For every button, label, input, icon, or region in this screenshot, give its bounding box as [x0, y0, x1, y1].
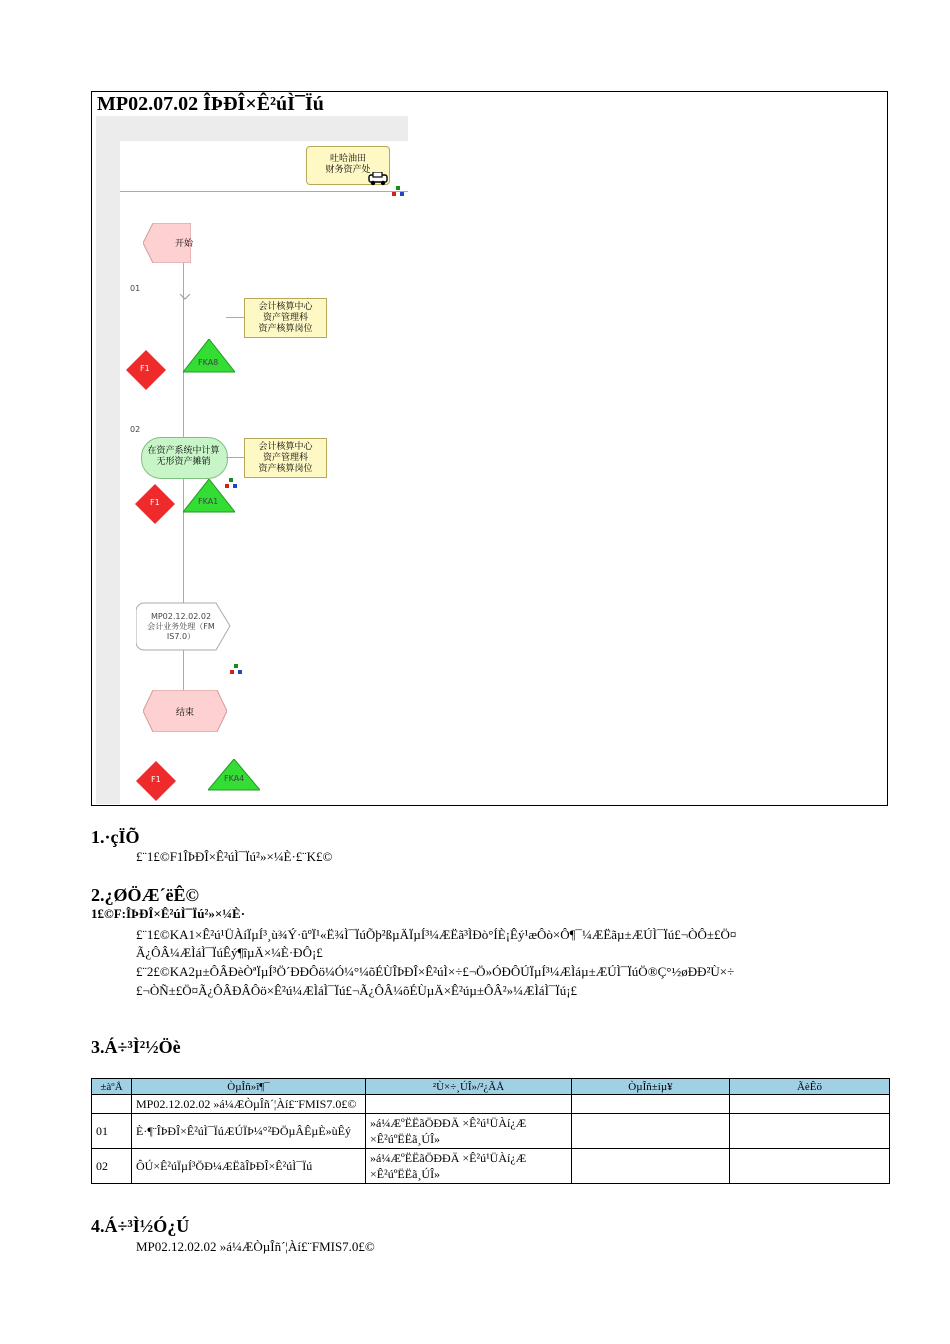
table-cell: »á¼ÆºËËãÖÐÐÄ ×Ê²ú¹ÜÀí¿Æ ×Ê²úºËËã¸ÚÎ» — [366, 1149, 572, 1184]
table-cell: ÔÚ×Ê²úÏµÍ³ÖÐ¼ÆËãÎÞÐÎ×Ê²úÌ¯Ïú — [132, 1149, 366, 1184]
arrow-down-icon — [180, 294, 190, 300]
section-1-text: £¨1£©F1ÎÞÐÎ×Ê²úÌ¯Ïú²»×¼È·£¨K£© — [136, 849, 333, 864]
task-line: 无形资产摊销 — [156, 457, 211, 467]
table-cell: È·¶¨ÎÞÐÎ×Ê²úÌ¯ÏúÆÚÏÞ¼°²ÐÖµÂÊµÈ»ùÊý — [132, 1114, 366, 1149]
task-label — [143, 446, 224, 468]
section-4-text: MP02.12.02.02 »á¼ÆÒµÎñ´¦Àí£¨FMIS7.0£© — [136, 1239, 375, 1254]
table-cell — [730, 1095, 890, 1114]
section-2-p2: £¨2£©KA2µ±ÔÂÐèÒªÏµÍ³Ö´ÐÐÔö¼Ó¼°¼õÉÙÎÞÐÎ×Ê²úÌ×÷£¬Ö»ÓÐÔÚÏµÍ³¼ÆÌáµ±ÆÚÌ¯ÏúÖ®Ç°½øÐÐ²Ù×÷ — [136, 964, 735, 979]
col-header: ÒµÎñ±íµ¥ — [572, 1079, 730, 1095]
process-steps-table — [91, 1078, 890, 1184]
ref-line: MP02.12.02.02 — [150, 612, 212, 621]
table-header-row — [92, 1079, 890, 1095]
org-chart-icon — [392, 186, 404, 198]
section-4-heading: 4.Á÷³Ì½Ó¿Ú — [91, 1216, 190, 1236]
col-header: ²Ù×÷¸ÚÎ»/²¿ÃÅ — [366, 1079, 572, 1095]
risk-label: F1 — [151, 775, 161, 784]
table-cell — [730, 1114, 890, 1149]
diagram-left-band — [96, 141, 120, 804]
org-line-2: 财务资产处 — [325, 165, 371, 175]
section-2-p1-cont: Ã¿ÔÂ¼ÆÌáÌ¯ÏúÊý¶îµÄ×¼È·ÐÔ¡£ — [136, 945, 323, 960]
table-cell — [572, 1095, 730, 1114]
step-02-dept-box — [244, 438, 327, 478]
process-interface-label — [140, 612, 222, 642]
table-cell: 02 — [92, 1149, 132, 1184]
start-label: 开始 — [174, 239, 193, 249]
step-01-dept-box — [244, 298, 327, 338]
control-label: FKA8 — [198, 358, 219, 367]
end-label: 结束 — [175, 708, 194, 718]
table-row — [92, 1149, 890, 1184]
col-header: ÒµÎñ»î¶¯ — [132, 1079, 366, 1095]
step-02-number: 02 — [130, 425, 141, 434]
dept-line: 会计核算中心 — [258, 442, 313, 452]
control-label: FKA1 — [198, 497, 219, 506]
ref-line: IS7.0） — [166, 632, 196, 641]
section-2-subheading: 1£©F:ÎÞÐÎ×Ê²úÌ¯Ïú²»×¼È· — [91, 906, 246, 921]
ref-line: 会计业务处理（FM — [147, 622, 215, 631]
risk-label: F1 — [150, 498, 160, 507]
process-diagram — [96, 116, 408, 804]
dept-line: 资产管理科 — [262, 453, 308, 463]
section-1-heading: 1.·çÏÕ — [91, 827, 140, 847]
table-cell: MP02.12.02.02 »á¼ÆÒµÎñ´¦Àí£¨FMIS7.0£© — [132, 1095, 366, 1114]
control-triangle — [183, 339, 235, 373]
col-header: ÃèÊö — [730, 1079, 890, 1095]
table-cell: »á¼ÆºËËãÖÐÐÄ ×Ê²ú¹ÜÀí¿Æ ×Ê²úºËËã¸ÚÎ» — [366, 1114, 572, 1149]
dept-line: 资产核算岗位 — [258, 464, 313, 474]
table-row — [92, 1095, 890, 1114]
table-cell: 01 — [92, 1114, 132, 1149]
table-row — [92, 1114, 890, 1149]
lane-divider — [120, 191, 408, 192]
dept-line: 资产核算岗位 — [258, 324, 313, 334]
table-cell — [92, 1095, 132, 1114]
connector — [226, 317, 244, 318]
task-line: 在资产系统中计算 — [147, 446, 220, 456]
page-title: MP02.07.02 ÎÞÐÎ×Ê²úÌ¯Ïú — [97, 93, 324, 115]
dept-line: 资产管理科 — [262, 313, 308, 323]
col-header: ±àºÅ — [92, 1079, 132, 1095]
dept-line: 会计核算中心 — [258, 302, 313, 312]
org-line-1: 吐哈油田 — [329, 154, 366, 164]
org-chart-icon — [230, 664, 242, 676]
section-2-heading: 2.¿ØÖÆ´ëÊ© — [91, 885, 199, 905]
flow-line-lower — [183, 646, 184, 691]
table-cell — [366, 1095, 572, 1114]
table-cell — [572, 1114, 730, 1149]
section-2-p1: £¨1£©KA1×Ê²ú¹ÜÀíÏµÍ³¸ù¾Ý·ûºÏ¹«Ë¾Ì¯ÏúÕþ²ßµÄÏµÍ³¼ÆËã³ÌÐò°ÍÈ¡Êý¹æÔò×Ô¶¯¼ÆËãµ±ÆÚÌ¯Ïú£¬ÒÔ±£Ö¤ — [136, 927, 737, 942]
table-cell — [730, 1149, 890, 1184]
section-3-heading: 3.Á÷³Ì²½Öè — [91, 1037, 181, 1057]
control-label: FKA4 — [224, 774, 245, 783]
vehicle-icon — [367, 172, 391, 186]
control-triangle — [183, 479, 235, 513]
connector — [226, 457, 244, 458]
risk-label: F1 — [140, 364, 150, 373]
section-2-p2-cont: £¬ÒÑ±£Ö¤Ã¿ÔÂÐÂÔö×Ê²ú¼ÆÌáÌ¯Ïú£¬Ã¿ÔÂ¼õÉÙµÄ×Ê²úµ±ÔÂ²»¼ÆÌáÌ¯Ïú¡£ — [136, 983, 578, 998]
table-cell — [572, 1149, 730, 1184]
diagram-top-band — [96, 116, 408, 141]
step-01-number: 01 — [130, 284, 141, 293]
